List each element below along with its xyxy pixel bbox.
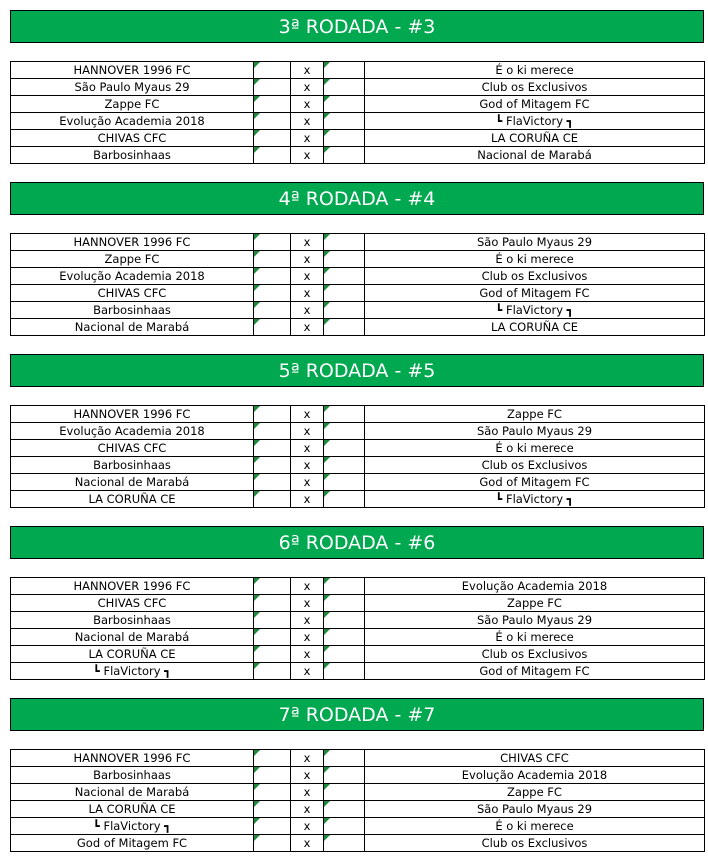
round-title: 7ª RODADA - #7 — [10, 698, 704, 731]
versus-separator: x — [291, 818, 324, 835]
match-row — [11, 767, 705, 784]
fixtures-table — [10, 233, 705, 336]
away-team: Evolução Academia 2018 — [365, 767, 705, 784]
home-score-cell[interactable] — [254, 319, 291, 336]
home-team: CHIVAS CFC — [11, 130, 254, 147]
versus-separator: x — [291, 578, 324, 595]
home-team: Evolução Academia 2018 — [11, 423, 254, 440]
match-row — [11, 96, 705, 113]
home-score-cell[interactable] — [254, 406, 291, 423]
home-team: Evolução Academia 2018 — [11, 113, 254, 130]
versus-separator: x — [291, 234, 324, 251]
away-score-cell[interactable] — [324, 835, 365, 852]
away-team: Club os Exclusivos — [365, 268, 705, 285]
match-row — [11, 612, 705, 629]
home-score-cell[interactable] — [254, 268, 291, 285]
away-score-cell[interactable] — [324, 285, 365, 302]
away-score-cell[interactable] — [324, 440, 365, 457]
versus-separator: x — [291, 457, 324, 474]
home-score-cell[interactable] — [254, 612, 291, 629]
home-team: Zappe FC — [11, 251, 254, 268]
home-team: São Paulo Myaus 29 — [11, 79, 254, 96]
fixtures-table — [10, 405, 705, 508]
home-score-cell[interactable] — [254, 629, 291, 646]
away-team: LA CORUÑA CE — [365, 319, 705, 336]
versus-separator: x — [291, 491, 324, 508]
away-score-cell[interactable] — [324, 113, 365, 130]
home-score-cell[interactable] — [254, 440, 291, 457]
home-score-cell[interactable] — [254, 62, 291, 79]
home-score-cell[interactable] — [254, 646, 291, 663]
home-team: Nacional de Marabá — [11, 474, 254, 491]
match-row — [11, 818, 705, 835]
versus-separator: x — [291, 801, 324, 818]
home-team: HANNOVER 1996 FC — [11, 234, 254, 251]
home-team: Barbosinhaas — [11, 457, 254, 474]
round-title: 5ª RODADA - #5 — [10, 354, 704, 387]
versus-separator: x — [291, 663, 324, 680]
away-score-cell[interactable] — [324, 491, 365, 508]
home-score-cell[interactable] — [254, 285, 291, 302]
away-team: É o ki merece — [365, 440, 705, 457]
fixtures-table — [10, 577, 705, 680]
versus-separator: x — [291, 62, 324, 79]
away-team: ┗ FlaVictory ┓ — [365, 302, 705, 319]
away-score-cell[interactable] — [324, 406, 365, 423]
match-row — [11, 595, 705, 612]
away-team: Zappe FC — [365, 406, 705, 423]
match-row — [11, 629, 705, 646]
home-score-cell[interactable] — [254, 818, 291, 835]
versus-separator: x — [291, 474, 324, 491]
away-score-cell[interactable] — [324, 423, 365, 440]
home-team: ┗ FlaVictory ┓ — [11, 818, 254, 835]
versus-separator: x — [291, 302, 324, 319]
versus-separator: x — [291, 147, 324, 164]
match-row — [11, 835, 705, 852]
away-score-cell[interactable] — [324, 457, 365, 474]
home-score-cell[interactable] — [254, 457, 291, 474]
home-score-cell[interactable] — [254, 251, 291, 268]
away-score-cell[interactable] — [324, 629, 365, 646]
away-score-cell[interactable] — [324, 474, 365, 491]
home-team: Barbosinhaas — [11, 302, 254, 319]
match-row — [11, 251, 705, 268]
match-row — [11, 406, 705, 423]
match-row — [11, 491, 705, 508]
match-row — [11, 646, 705, 663]
match-row — [11, 62, 705, 79]
versus-separator: x — [291, 79, 324, 96]
versus-separator: x — [291, 96, 324, 113]
home-score-cell[interactable] — [254, 578, 291, 595]
away-team: ┗ FlaVictory ┓ — [365, 491, 705, 508]
versus-separator: x — [291, 285, 324, 302]
home-team: LA CORUÑA CE — [11, 801, 254, 818]
match-row — [11, 268, 705, 285]
away-team: São Paulo Myaus 29 — [365, 801, 705, 818]
away-team: Club os Exclusivos — [365, 79, 705, 96]
away-team: São Paulo Myaus 29 — [365, 612, 705, 629]
versus-separator: x — [291, 423, 324, 440]
match-row — [11, 423, 705, 440]
home-team: CHIVAS CFC — [11, 285, 254, 302]
away-team: Zappe FC — [365, 784, 705, 801]
versus-separator: x — [291, 835, 324, 852]
round-title: 6ª RODADA - #6 — [10, 526, 704, 559]
fixtures-table — [10, 61, 705, 164]
versus-separator: x — [291, 595, 324, 612]
match-row — [11, 474, 705, 491]
away-score-cell[interactable] — [324, 251, 365, 268]
home-team: LA CORUÑA CE — [11, 646, 254, 663]
away-team: God of Mitagem FC — [365, 285, 705, 302]
home-team: CHIVAS CFC — [11, 595, 254, 612]
home-team: Nacional de Marabá — [11, 784, 254, 801]
away-score-cell[interactable] — [324, 663, 365, 680]
away-score-cell[interactable] — [324, 646, 365, 663]
away-score-cell[interactable] — [324, 750, 365, 767]
home-team: HANNOVER 1996 FC — [11, 62, 254, 79]
versus-separator: x — [291, 440, 324, 457]
home-score-cell[interactable] — [254, 663, 291, 680]
away-score-cell[interactable] — [324, 268, 365, 285]
away-team: Evolução Academia 2018 — [365, 578, 705, 595]
away-team: São Paulo Myaus 29 — [365, 234, 705, 251]
versus-separator: x — [291, 784, 324, 801]
away-team: É o ki merece — [365, 629, 705, 646]
versus-separator: x — [291, 767, 324, 784]
away-score-cell[interactable] — [324, 767, 365, 784]
away-team: Zappe FC — [365, 595, 705, 612]
match-row — [11, 578, 705, 595]
away-score-cell[interactable] — [324, 319, 365, 336]
away-team: Club os Exclusivos — [365, 835, 705, 852]
away-team: É o ki merece — [365, 818, 705, 835]
round-block — [10, 526, 704, 678]
match-row — [11, 663, 705, 680]
round-block — [10, 698, 704, 850]
home-score-cell[interactable] — [254, 595, 291, 612]
away-score-cell[interactable] — [324, 62, 365, 79]
home-score-cell[interactable] — [254, 234, 291, 251]
away-team: God of Mitagem FC — [365, 96, 705, 113]
home-team: ┗ FlaVictory ┓ — [11, 663, 254, 680]
home-team: HANNOVER 1996 FC — [11, 750, 254, 767]
versus-separator: x — [291, 750, 324, 767]
away-team: CHIVAS CFC — [365, 750, 705, 767]
away-score-cell[interactable] — [324, 784, 365, 801]
match-row — [11, 440, 705, 457]
away-team: Club os Exclusivos — [365, 646, 705, 663]
match-row — [11, 302, 705, 319]
home-score-cell[interactable] — [254, 491, 291, 508]
round-block — [10, 10, 704, 162]
home-team: HANNOVER 1996 FC — [11, 578, 254, 595]
home-score-cell[interactable] — [254, 147, 291, 164]
home-team: Nacional de Marabá — [11, 629, 254, 646]
round-title: 3ª RODADA - #3 — [10, 10, 704, 43]
home-team: CHIVAS CFC — [11, 440, 254, 457]
home-team: God of Mitagem FC — [11, 835, 254, 852]
match-row — [11, 319, 705, 336]
home-score-cell[interactable] — [254, 79, 291, 96]
home-score-cell[interactable] — [254, 750, 291, 767]
home-team: Zappe FC — [11, 96, 254, 113]
away-team: Club os Exclusivos — [365, 457, 705, 474]
versus-separator: x — [291, 406, 324, 423]
home-score-cell[interactable] — [254, 423, 291, 440]
home-team: Barbosinhaas — [11, 612, 254, 629]
away-team: LA CORUÑA CE — [365, 130, 705, 147]
away-score-cell[interactable] — [324, 818, 365, 835]
match-row — [11, 234, 705, 251]
away-score-cell[interactable] — [324, 302, 365, 319]
home-score-cell[interactable] — [254, 130, 291, 147]
versus-separator: x — [291, 646, 324, 663]
away-team: ┗ FlaVictory ┓ — [365, 113, 705, 130]
versus-separator: x — [291, 113, 324, 130]
versus-separator: x — [291, 268, 324, 285]
home-team: LA CORUÑA CE — [11, 491, 254, 508]
match-row — [11, 457, 705, 474]
home-team: HANNOVER 1996 FC — [11, 406, 254, 423]
versus-separator: x — [291, 612, 324, 629]
versus-separator: x — [291, 629, 324, 646]
away-team: Nacional de Marabá — [365, 147, 705, 164]
away-score-cell[interactable] — [324, 612, 365, 629]
match-row — [11, 113, 705, 130]
home-score-cell[interactable] — [254, 835, 291, 852]
match-row — [11, 285, 705, 302]
versus-separator: x — [291, 251, 324, 268]
home-score-cell[interactable] — [254, 801, 291, 818]
round-title: 4ª RODADA - #4 — [10, 182, 704, 215]
away-team: God of Mitagem FC — [365, 474, 705, 491]
away-score-cell[interactable] — [324, 130, 365, 147]
away-score-cell[interactable] — [324, 147, 365, 164]
round-block — [10, 182, 704, 334]
away-score-cell[interactable] — [324, 801, 365, 818]
versus-separator: x — [291, 130, 324, 147]
away-score-cell[interactable] — [324, 96, 365, 113]
away-score-cell[interactable] — [324, 595, 365, 612]
away-team: É o ki merece — [365, 62, 705, 79]
away-score-cell[interactable] — [324, 234, 365, 251]
home-team: Barbosinhaas — [11, 767, 254, 784]
match-row — [11, 147, 705, 164]
home-score-cell[interactable] — [254, 113, 291, 130]
home-score-cell[interactable] — [254, 96, 291, 113]
away-score-cell[interactable] — [324, 79, 365, 96]
match-row — [11, 801, 705, 818]
away-score-cell[interactable] — [324, 578, 365, 595]
home-team: Evolução Academia 2018 — [11, 268, 254, 285]
match-row — [11, 130, 705, 147]
home-score-cell[interactable] — [254, 474, 291, 491]
home-team: Nacional de Marabá — [11, 319, 254, 336]
away-team: São Paulo Myaus 29 — [365, 423, 705, 440]
home-team: Barbosinhaas — [11, 147, 254, 164]
home-score-cell[interactable] — [254, 784, 291, 801]
home-score-cell[interactable] — [254, 767, 291, 784]
fixtures-table — [10, 749, 705, 852]
match-row — [11, 750, 705, 767]
away-team: God of Mitagem FC — [365, 663, 705, 680]
round-block — [10, 354, 704, 506]
match-row — [11, 79, 705, 96]
match-row — [11, 784, 705, 801]
versus-separator: x — [291, 319, 324, 336]
home-score-cell[interactable] — [254, 302, 291, 319]
away-team: É o ki merece — [365, 251, 705, 268]
